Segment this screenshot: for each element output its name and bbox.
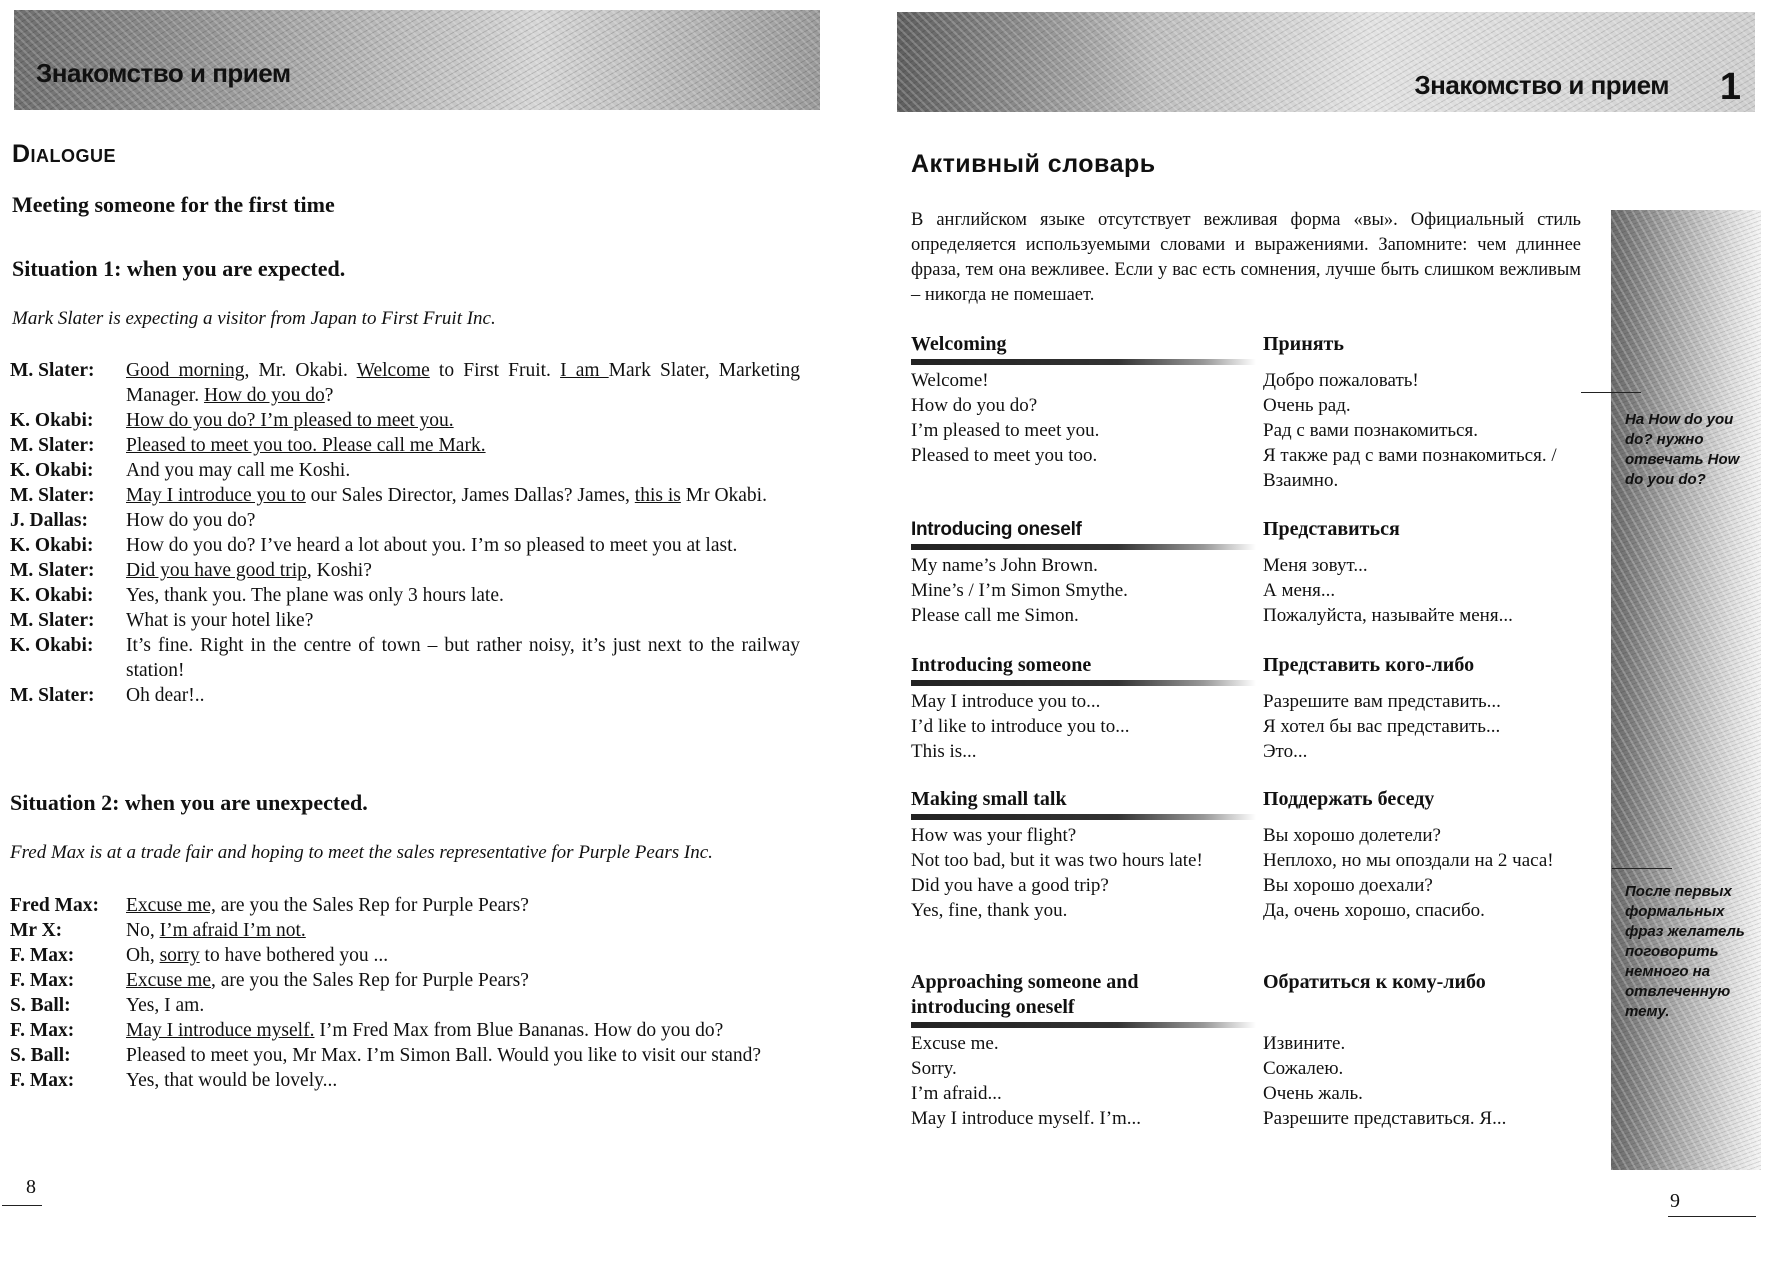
text-segment: How do you do? I’ve heard a lot about you. I’m so pleased to meet you at last. (126, 535, 738, 556)
vocab-phrase-ru: А меня... (1263, 580, 1336, 601)
dialogue-line (10, 483, 800, 508)
dialogue-text (126, 458, 800, 483)
vocab-group-rule (911, 1022, 1256, 1028)
key-phrase: sorry (159, 945, 200, 966)
vocab-phrase-en: I’d like to introduce you to... (911, 716, 1130, 737)
vocab-row (911, 1106, 1591, 1131)
dialogue-line (10, 458, 800, 483)
vocab-phrase-ru: Я хотел бы вас представить... (1263, 716, 1501, 737)
dialogue-text (126, 433, 800, 458)
vocab-phrase-en: Welcome! (911, 370, 989, 391)
left-header-title: Знакомство и прием (36, 58, 291, 88)
right-page-number-rule (1668, 1216, 1756, 1217)
speaker-label: K. Okabi: (10, 410, 94, 431)
speaker-label: Fred Max: (10, 895, 99, 916)
right-page-number: 9 (1670, 1190, 1680, 1212)
vocab-group-title-ru: Принять (1263, 333, 1344, 355)
dialogue-heading: Dialogue (12, 140, 117, 168)
right-page (885, 0, 1770, 1264)
vocab-phrase-en: Sorry. (911, 1058, 957, 1079)
vocab-group-title-ru: Поддержать беседу (1263, 788, 1435, 810)
vocab-group-rule (911, 680, 1256, 686)
vocab-row (911, 689, 1591, 714)
vocab-group-header (911, 517, 1591, 542)
dialogue-text (126, 533, 800, 558)
dialogue-text (126, 608, 800, 633)
dialogue-line (10, 1043, 800, 1068)
side-note: После первых формальных фраз желатель поговорить немного на отвлеченную тему. (1625, 883, 1745, 1020)
vocab-phrase-ru: Очень рад. (1263, 395, 1351, 416)
vocabulary-intro: В английском языке отсутствует вежливая форма «вы». Официальный стиль определяется используемыми словами и выражениями. Запомните: чем длиннее фраза, тем она вежливее. Если у вас есть сомнения, лучше быть слишком вежливым – никогда не помешает. (911, 210, 1581, 305)
text-segment: It’s fine. Right in the centre of town – but rather noisy, it’s just next to the railway station! (126, 635, 800, 681)
text-segment: Yes, that would be lovely... (126, 1070, 338, 1091)
dialogue-line (10, 533, 800, 558)
text-segment: Yes, I am. (126, 995, 205, 1016)
dialogue-text (126, 358, 800, 408)
speaker-label: K. Okabi: (10, 460, 94, 481)
text-segment: Mr Okabi. (680, 485, 767, 506)
vocab-row (911, 1031, 1591, 1056)
dialogue-line (10, 558, 800, 583)
vocab-phrase-ru: Я также рад с вами познакомиться. / Взаимно. (1263, 445, 1557, 491)
dialogue-line (10, 1068, 800, 1093)
vocab-row (911, 368, 1591, 393)
vocab-phrase-en: My name’s John Brown. (911, 555, 1098, 576)
left-page (0, 0, 860, 1264)
vocab-row (911, 1056, 1591, 1081)
vocab-group-header (911, 653, 1591, 678)
vocab-group-title-en: Making small talk (911, 788, 1067, 810)
text-segment: Yes, thank you. The plane was only 3 hours late. (126, 585, 504, 606)
vocab-row (911, 443, 1591, 493)
vocab-row (911, 1081, 1591, 1106)
chapter-number: 1 (1719, 66, 1741, 108)
situation2-heading: Situation 2: when you are unexpected. (10, 790, 368, 815)
margin-notes-strip (1611, 210, 1761, 1170)
key-phrase: Good morning (126, 360, 245, 381)
vocab-phrase-ru: Разрешите представиться. Я... (1263, 1108, 1507, 1129)
dialogue-line (10, 943, 800, 968)
situation1-dialogue (10, 358, 800, 708)
text-segment: How do you do? (126, 510, 256, 531)
vocab-group-rule (911, 544, 1256, 550)
dialogue-line (10, 918, 800, 943)
vocab-phrase-ru: Извините. (1263, 1033, 1346, 1054)
vocab-phrase-en: This is... (911, 741, 977, 762)
vocab-group-title-en: Approaching someone and introducing oneself (911, 971, 1139, 1018)
dialogue-line (10, 968, 800, 993)
key-phrase: this is (634, 485, 681, 506)
vocab-phrase-ru: Меня зовут... (1263, 555, 1368, 576)
speaker-label: F. Max: (10, 1070, 75, 1091)
key-phrase: Welcome (356, 360, 430, 381)
dialogue-line (10, 683, 800, 708)
speaker-label: K. Okabi: (10, 635, 94, 656)
text-segment: Pleased to meet you, Mr Max. I’m Simon Ball. Would you like to visit our stand? (126, 1045, 762, 1066)
vocab-row (911, 418, 1591, 443)
speaker-label: F. Max: (10, 970, 75, 991)
dialogue-line (10, 893, 800, 918)
vocab-group-header (911, 970, 1591, 1020)
text-segment: are you the Sales Rep for Purple Pears? (215, 895, 529, 916)
speaker-label: M. Slater: (10, 560, 95, 581)
vocab-row (911, 739, 1591, 764)
vocab-phrase-ru: Сожалею. (1263, 1058, 1344, 1079)
speaker-label: M. Slater: (10, 685, 95, 706)
vocab-phrase-en: Mine’s / I’m Simon Smythe. (911, 580, 1128, 601)
key-phrase: Excuse me (126, 970, 212, 991)
vocab-phrase-en: May I introduce myself. I’m... (911, 1108, 1142, 1129)
dialogue-line (10, 408, 800, 433)
vocab-phrase-ru: Добро пожаловать! (1263, 370, 1419, 391)
vocab-group-small-talk (911, 787, 1591, 923)
text-segment: I’m Fred Max from Blue Bananas. How do you do? (314, 1020, 724, 1041)
vocab-row (911, 553, 1591, 578)
speaker-label: F. Max: (10, 945, 75, 966)
situation2-dialogue (10, 893, 800, 1093)
dialogue-text (126, 993, 800, 1018)
vocab-phrase-ru: Вы хорошо долетели? (1263, 825, 1441, 846)
vocab-group-introducing-oneself (911, 517, 1591, 628)
vocab-group-title-ru: Обратиться к кому-либо (1263, 971, 1486, 993)
dialogue-text (126, 968, 800, 993)
text-segment: , are you the Sales Rep for Purple Pears? (211, 970, 529, 991)
speaker-label: J. Dallas: (10, 510, 88, 531)
vocab-group-rule (911, 359, 1256, 365)
key-phrase: Did you have good trip (126, 560, 307, 581)
vocab-phrase-en: How do you do? (911, 395, 1038, 416)
vocab-group-introducing-someone (911, 653, 1591, 764)
key-phrase: Excuse me, (126, 895, 216, 916)
side-note-pointer (1581, 392, 1641, 393)
dialogue-line (10, 508, 800, 533)
vocab-group-title-ru: Представить кого-либо (1263, 654, 1475, 676)
key-phrase: May I introduce myself. (126, 1020, 315, 1041)
dialogue-text (126, 558, 800, 583)
situation2-intro: Fred Max is at a trade fair and hoping to meet the sales representative for Purple Pears Inc. (10, 842, 713, 863)
speaker-label: Mr X: (10, 920, 63, 941)
vocab-phrase-ru: Рад с вами познакомиться. (1263, 420, 1478, 441)
side-note-pointer (1612, 868, 1672, 869)
vocab-group-header (911, 787, 1591, 812)
speaker-label: K. Okabi: (10, 585, 94, 606)
dialogue-text (126, 893, 800, 918)
vocab-phrase-en: Not too bad, but it was two hours late! (911, 850, 1203, 871)
vocab-phrase-ru: Неплохо, но мы опоздали на 2 часа! (1263, 850, 1554, 871)
text-segment: Oh dear!.. (126, 685, 205, 706)
dialogue-text (126, 1043, 800, 1068)
text-segment: our Sales Director, James Dallas? James, (305, 485, 635, 506)
vocab-row (911, 848, 1591, 873)
vocab-group-rule (911, 814, 1256, 820)
dialogue-line (10, 608, 800, 633)
key-phrase: How do you do? I’m pleased to meet you. (126, 410, 454, 431)
vocab-phrase-en: May I introduce you to... (911, 691, 1101, 712)
text-segment: No, (126, 920, 160, 941)
text-segment: What is your hotel like? (126, 610, 314, 631)
vocab-group-title-en: Introducing someone (911, 654, 1092, 676)
vocab-group-title-en: Introducing oneself (911, 519, 1082, 540)
speaker-label: S. Ball: (10, 995, 71, 1016)
speaker-label: M. Slater: (10, 485, 95, 506)
vocab-phrase-en: Excuse me. (911, 1033, 999, 1054)
speaker-label: M. Slater: (10, 610, 95, 631)
text-segment: , Koshi? (306, 560, 372, 581)
vocab-row (911, 823, 1591, 848)
speaker-label: M. Slater: (10, 435, 95, 456)
vocab-row (911, 393, 1591, 418)
vocab-phrase-en: Did you have a good trip? (911, 875, 1109, 896)
key-phrase: Pleased to meet you too. Please call me Mark. (126, 435, 486, 456)
key-phrase: How do you do (203, 385, 325, 406)
text-segment: ? (324, 385, 334, 406)
text-segment: Mark Slater, Marketing Manager. (126, 360, 800, 406)
key-phrase: May I introduce you to (126, 485, 306, 506)
vocab-row (911, 578, 1591, 603)
dialogue-line (10, 583, 800, 608)
vocab-row (911, 714, 1591, 739)
vocab-phrase-en: How was your flight? (911, 825, 1077, 846)
dialogue-subtitle: Meeting someone for the first time (12, 192, 335, 217)
side-note: На How do you do? нужно отвечать How do you do? (1625, 411, 1740, 488)
dialogue-text (126, 918, 800, 943)
speaker-label: S. Ball: (10, 1045, 71, 1066)
vocab-phrase-en: I’m pleased to meet you. (911, 420, 1100, 441)
text-segment: to First Fruit. (429, 360, 561, 381)
active-vocabulary-heading: Активный словарь (911, 150, 1156, 178)
vocab-phrase-en: Please call me Simon. (911, 605, 1079, 626)
dialogue-line (10, 433, 800, 458)
text-segment: , Mr. Okabi. (244, 360, 357, 381)
text-segment: to have bothered you ... (199, 945, 389, 966)
left-page-number: 8 (26, 1176, 36, 1198)
vocab-phrase-ru: Пожалуйста, называйте меня... (1263, 605, 1513, 626)
vocab-group-approaching (911, 970, 1591, 1131)
speaker-label: M. Slater: (10, 360, 95, 381)
vocab-group-header (911, 332, 1591, 357)
situation1-intro: Mark Slater is expecting a visitor from Japan to First Fruit Inc. (12, 308, 496, 329)
vocab-phrase-ru: Это... (1263, 741, 1308, 762)
vocab-row (911, 898, 1591, 923)
dialogue-text (126, 683, 800, 708)
vocab-phrase-ru: Вы хорошо доехали? (1263, 875, 1433, 896)
text-segment: And you may call me Koshi. (126, 460, 351, 481)
dialogue-text (126, 1068, 800, 1093)
speaker-label: K. Okabi: (10, 535, 94, 556)
vocab-phrase-ru: Разрешите вам представить... (1263, 691, 1501, 712)
left-page-number-rule (2, 1205, 42, 1206)
vocab-phrase-en: Yes, fine, thank you. (911, 900, 1068, 921)
vocab-group-title-en: Welcoming (911, 333, 1007, 355)
text-segment: Oh, (126, 945, 160, 966)
dialogue-line (10, 1018, 800, 1043)
right-header-title: Знакомство и прием (1414, 70, 1669, 100)
vocab-phrase-en: Pleased to meet you too. (911, 445, 1098, 466)
vocab-phrase-en: I’m afraid... (911, 1083, 1002, 1104)
dialogue-line (10, 358, 800, 408)
vocab-phrase-ru: Очень жаль. (1263, 1083, 1363, 1104)
vocab-group-title-ru: Представиться (1263, 518, 1400, 540)
key-phrase: I’m afraid I’m not. (159, 920, 306, 941)
dialogue-line (10, 633, 800, 683)
vocab-phrase-ru: Да, очень хорошо, спасибо. (1263, 900, 1485, 921)
vocab-row (911, 873, 1591, 898)
left-header-banner (14, 10, 820, 110)
dialogue-text (126, 1018, 800, 1043)
dialogue-text (126, 483, 800, 508)
dialogue-text (126, 583, 800, 608)
speaker-label: F. Max: (10, 1020, 75, 1041)
dialogue-text (126, 508, 800, 533)
key-phrase: I am (560, 360, 609, 381)
vocab-group-welcoming (911, 332, 1591, 493)
vocab-row (911, 603, 1591, 628)
situation1-heading: Situation 1: when you are expected. (12, 256, 346, 281)
dialogue-line (10, 993, 800, 1018)
dialogue-text (126, 943, 800, 968)
dialogue-text (126, 408, 800, 433)
dialogue-text (126, 633, 800, 683)
right-header-banner (897, 12, 1755, 112)
